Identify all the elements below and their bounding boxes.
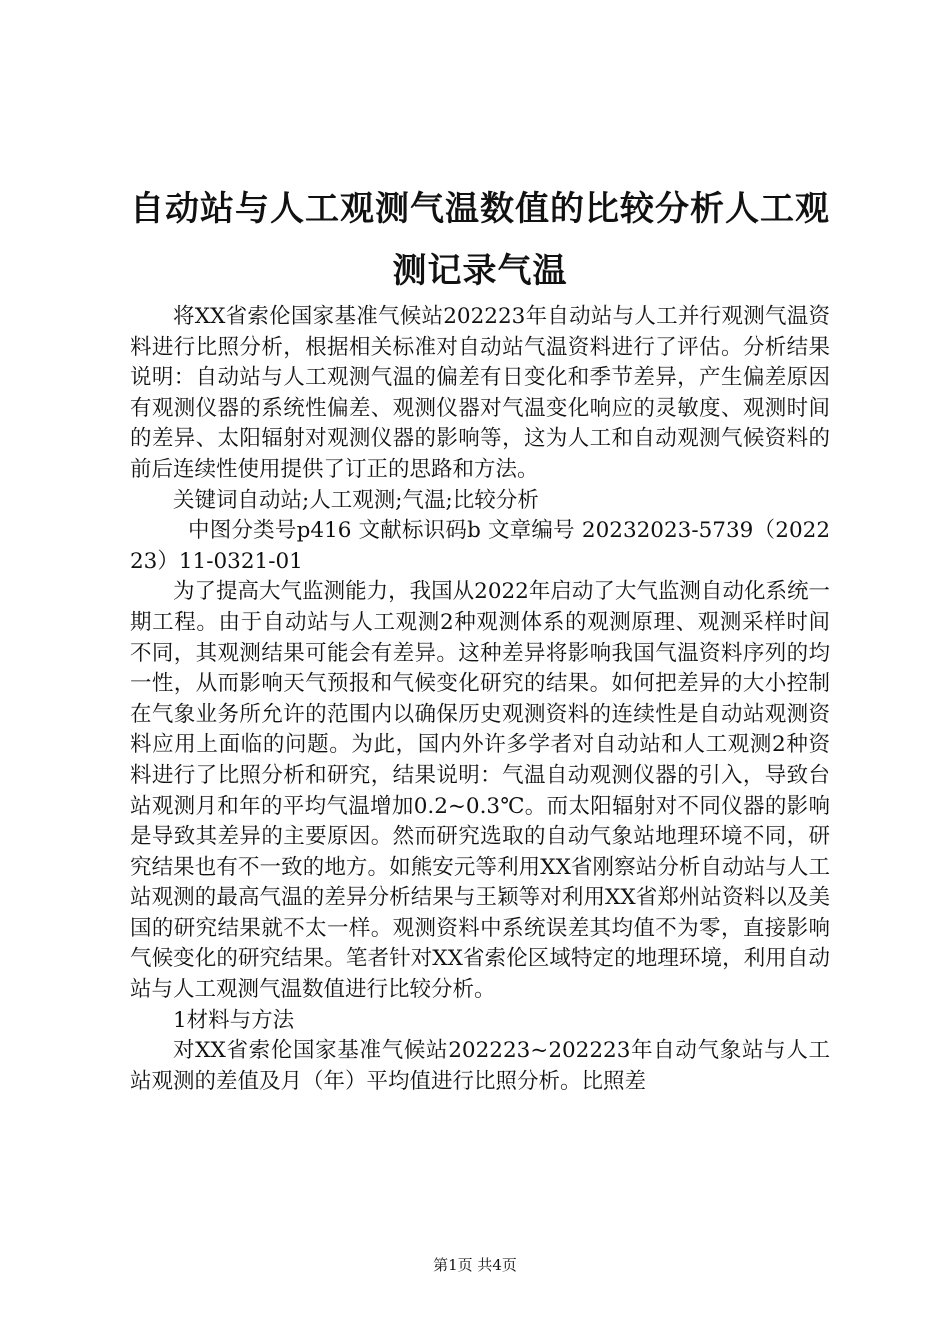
page-footer: 第1页 共4页 xyxy=(433,1256,517,1274)
section-heading: 1材料与方法 xyxy=(173,1007,295,1033)
abstract-paragraph: 将XX省索伦国家基准气候站202223年自动站与人工并行观测气温资料进行比照分析，根据相关标准对自动站气温资料进行了评估。分析结果说明：自动站与人工观测气温的偏差有日变化和季节差异，产生偏差原因有观测仪器的系统性偏差、观测仪器对气温变化响应的灵敏度、观测时间的差异、太阳辐射对观测仪器的影响等，这为人工和自动观测气候资料的前后连续性使用提供了订正的思路和方法。 xyxy=(130,304,830,482)
keywords-line: 关键词自动站;人工观测;气温;比较分析 xyxy=(173,487,539,513)
document-title: 自动站与人工观测气温数值的比较分析人工观测记录气温 xyxy=(130,189,830,291)
intro-paragraph: 为了提高大气监测能力，我国从2022年启动了大气监测自动化系统一期工程。由于自动站与人工观测2种观测体系的观测原理、观测采样时间不同，其观测结果可能会有差异。这种差异将影响我国气温资料序列的均一性，从而影响天气预报和气候变化研究的结果。如何把差异的大小控制在气象业务所允许的范围内以确保历史观测资料的连续性是自动站观测资料应用上面临的问题。为此，国内外许多学者对自动站和人工观测2种资料进行了比照分析和研究，结果说明：气温自动观测仪器的引入，导致台站观测月和年的平均气温增加0.2~0.3℃。而太阳辐射对不同仪器的影响是导致其差异的主要原因。然而研究选取的自动气象站地理环境不同，研究结果也有不一致的地方。如熊安元等利用XX省刚察站分析自动站与人工站观测的最高气温的差异分析结果与王颖等对利用XX省郑州站资料以及美国的研究结果就不太一样。观测资料中系统误差其均值不为零，直接影响气候变化的研究结果。笔者针对XX省索伦区域特定的地理环境，利用自动站与人工观测气温数值进行比较分析。 xyxy=(130,579,830,1003)
section-paragraph: 对XX省索伦国家基准气候站202223~202223年自动气象站与人工站观测的差值及月（年）平均值进行比照分析。比照差 xyxy=(130,1038,830,1094)
classification-line: 中图分类号p416 文献标识码b 文章编号 20232023-5739（202223）11-0321-01 xyxy=(130,518,830,574)
document-page xyxy=(130,178,830,1097)
